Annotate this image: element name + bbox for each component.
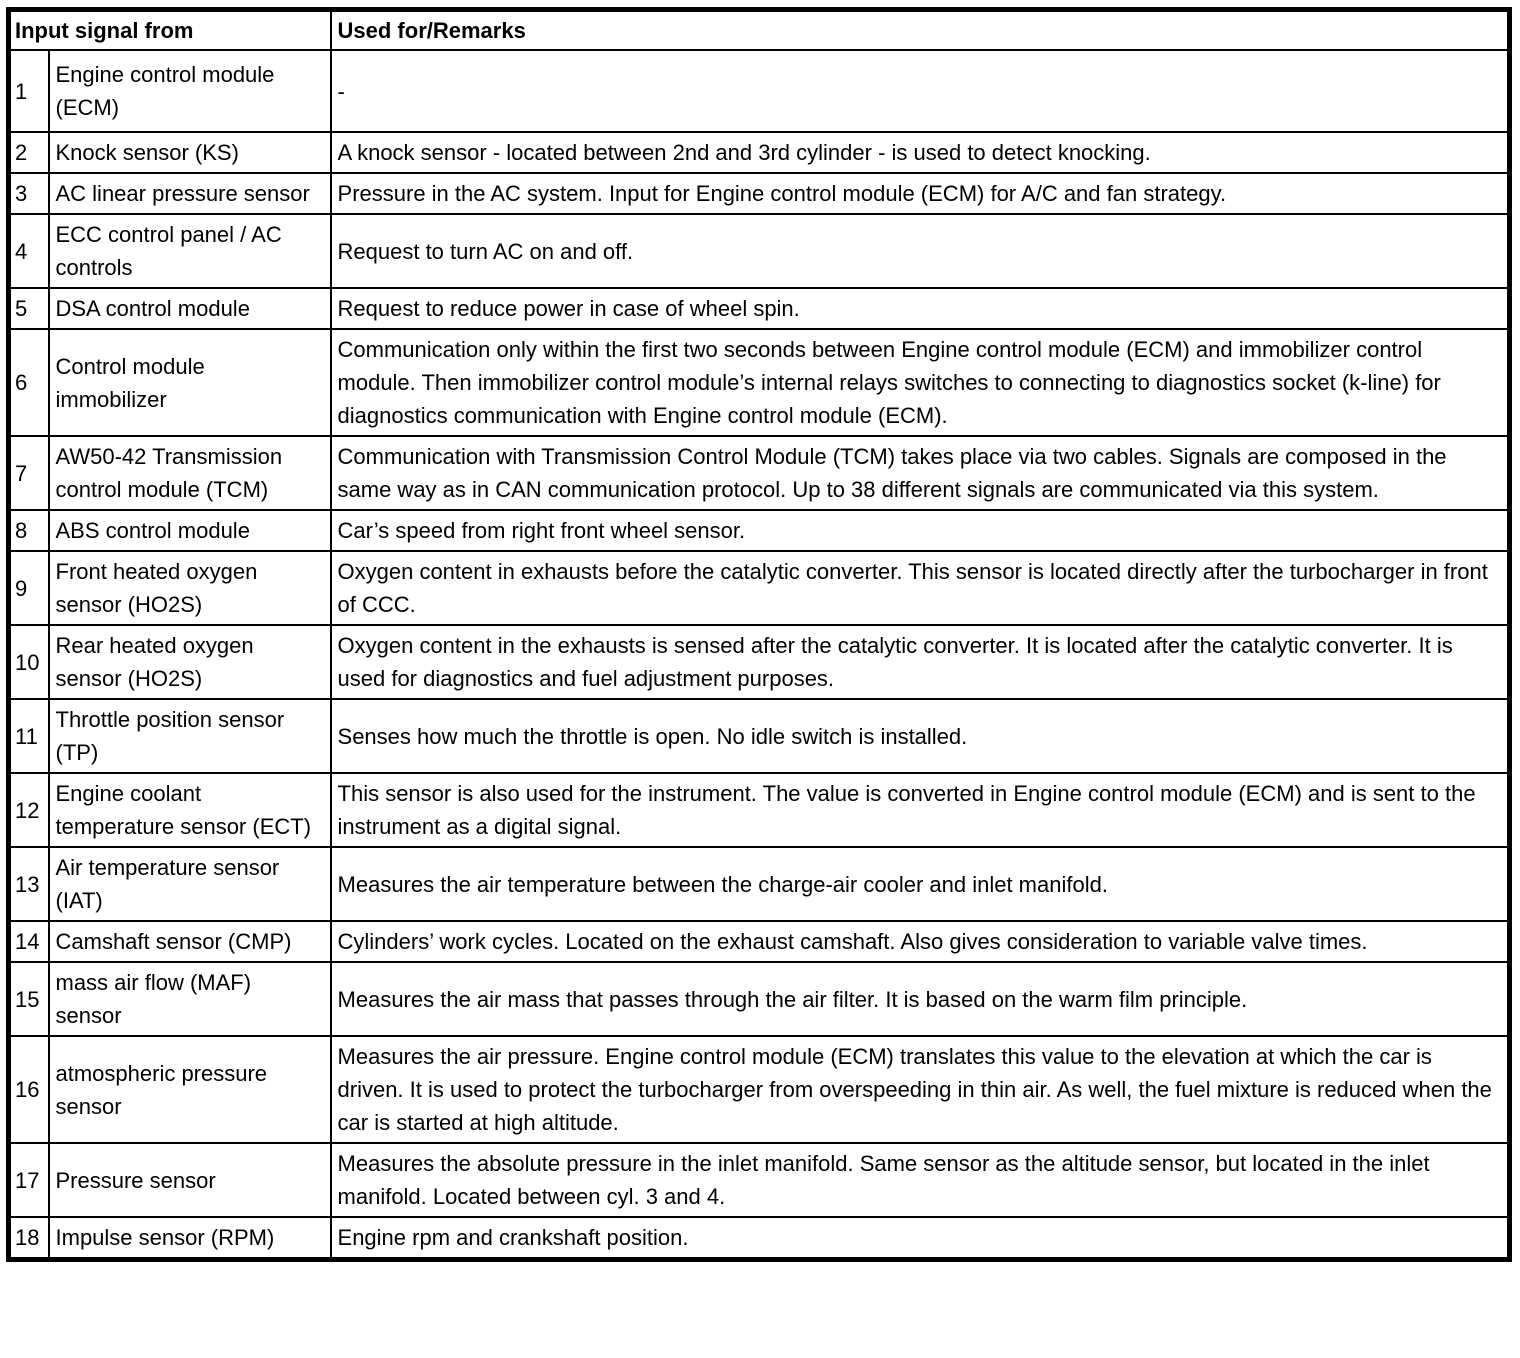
row-number-cell: 16 [9,1036,49,1143]
table-row [9,132,1510,173]
signal-name-cell: ECC control panel / AC controls [49,214,331,288]
signal-name-cell: Air temperature sensor (IAT) [49,847,331,921]
remarks-cell: Oxygen content in exhausts before the catalytic converter. This sensor is located directly after the turbocharger in front of CCC. [331,551,1510,625]
remarks-cell: Communication with Transmission Control Module (TCM) takes place via two cables. Signals are composed in the same way as in CAN communication protocol. Up to 38 different signals are communicated via this system. [331,436,1510,510]
input-signals-table [6,7,1512,1262]
signal-name-cell: AW50-42 Transmission control module (TCM) [49,436,331,510]
remarks-cell: Measures the air pressure. Engine control module (ECM) translates this value to the elevation at which the car is driven. It is used to protect the turbocharger from overspeeding in thin air. As well, the fuel mixture is reduced when the car is started at high altitude. [331,1036,1510,1143]
remarks-cell: Measures the air temperature between the charge-air cooler and inlet manifold. [331,847,1510,921]
signal-name-cell: Engine control module (ECM) [49,50,331,132]
header-row [9,10,1510,51]
table-row [9,847,1510,921]
signal-name-cell: AC linear pressure sensor [49,173,331,214]
remarks-cell: Car’s speed from right front wheel sensor. [331,510,1510,551]
remarks-cell: Request to reduce power in case of wheel spin. [331,288,1510,329]
remarks-cell: This sensor is also used for the instrument. The value is converted in Engine control module (ECM) and is sent to the instrument as a digital signal. [331,773,1510,847]
row-number-cell: 18 [9,1217,49,1260]
column-header-used-for-remarks: Used for/Remarks [331,10,1510,51]
row-number-cell: 5 [9,288,49,329]
row-number-cell: 14 [9,921,49,962]
table-body [9,50,1510,1260]
signal-name-cell: Knock sensor (KS) [49,132,331,173]
row-number-cell: 3 [9,173,49,214]
signal-name-cell: mass air flow (MAF) sensor [49,962,331,1036]
remarks-cell: Measures the air mass that passes through the air filter. It is based on the warm film principle. [331,962,1510,1036]
signal-name-cell: Engine coolant temperature sensor (ECT) [49,773,331,847]
signal-name-cell: Pressure sensor [49,1143,331,1217]
table-row [9,1143,1510,1217]
remarks-cell: Oxygen content in the exhausts is sensed after the catalytic converter. It is located after the catalytic converter. It is used for diagnostics and fuel adjustment purposes. [331,625,1510,699]
remarks-cell: A knock sensor - located between 2nd and 3rd cylinder - is used to detect knocking. [331,132,1510,173]
table-row [9,329,1510,436]
signal-name-cell: Control module immobilizer [49,329,331,436]
table-row [9,510,1510,551]
table-row [9,1217,1510,1260]
row-number-cell: 2 [9,132,49,173]
row-number-cell: 7 [9,436,49,510]
table-row [9,921,1510,962]
row-number-cell: 10 [9,625,49,699]
remarks-cell: Communication only within the first two seconds between Engine control module (ECM) and immobilizer control module. Then immobilizer control module’s internal relays switches to connecting to diagnostics socket (k-line) for diagnostics communication with Engine control module (ECM). [331,329,1510,436]
table-row [9,288,1510,329]
signal-name-cell: Rear heated oxygen sensor (HO2S) [49,625,331,699]
column-header-input-signal-from: Input signal from [9,10,331,51]
remarks-cell: - [331,50,1510,132]
table-row [9,773,1510,847]
table-row [9,551,1510,625]
table-row [9,436,1510,510]
row-number-cell: 13 [9,847,49,921]
table-row [9,50,1510,132]
table-row [9,1036,1510,1143]
table-row [9,699,1510,773]
table-row [9,962,1510,1036]
table-row [9,625,1510,699]
remarks-cell: Measures the absolute pressure in the inlet manifold. Same sensor as the altitude sensor, but located in the inlet manifold. Located between cyl. 3 and 4. [331,1143,1510,1217]
signal-name-cell: Impulse sensor (RPM) [49,1217,331,1260]
signal-name-cell: Camshaft sensor (CMP) [49,921,331,962]
remarks-cell: Engine rpm and crankshaft position. [331,1217,1510,1260]
row-number-cell: 15 [9,962,49,1036]
remarks-cell: Cylinders’ work cycles. Located on the exhaust camshaft. Also gives consideration to variable valve times. [331,921,1510,962]
remarks-cell: Pressure in the AC system. Input for Engine control module (ECM) for A/C and fan strategy. [331,173,1510,214]
row-number-cell: 1 [9,50,49,132]
row-number-cell: 11 [9,699,49,773]
table-row [9,173,1510,214]
row-number-cell: 6 [9,329,49,436]
row-number-cell: 12 [9,773,49,847]
row-number-cell: 4 [9,214,49,288]
row-number-cell: 17 [9,1143,49,1217]
signal-name-cell: Front heated oxygen sensor (HO2S) [49,551,331,625]
row-number-cell: 8 [9,510,49,551]
table-row [9,214,1510,288]
row-number-cell: 9 [9,551,49,625]
signal-name-cell: Throttle position sensor (TP) [49,699,331,773]
signal-name-cell: atmospheric pressure sensor [49,1036,331,1143]
remarks-cell: Senses how much the throttle is open. No idle switch is installed. [331,699,1510,773]
remarks-cell: Request to turn AC on and off. [331,214,1510,288]
signal-name-cell: ABS control module [49,510,331,551]
signal-name-cell: DSA control module [49,288,331,329]
